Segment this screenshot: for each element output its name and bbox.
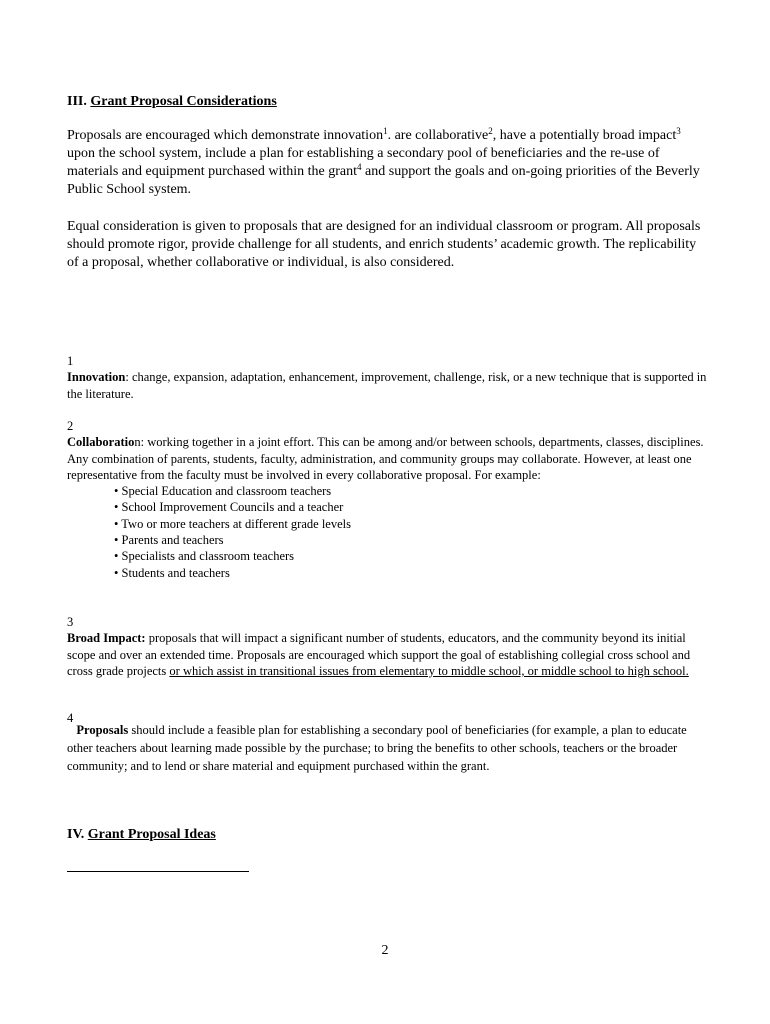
list-item: • Students and teachers	[114, 565, 230, 580]
footnote-number: 1	[67, 354, 74, 368]
list-item: • Two or more teachers at different grade levels	[114, 516, 351, 531]
footnote-ref: 1	[383, 126, 388, 136]
text-run: Proposals are encouraged which demonstrate innovation	[67, 128, 384, 143]
footnote-number: 3	[67, 615, 74, 629]
text-run: , have a potentially broad impact	[492, 128, 677, 143]
footnote-number: 2	[67, 419, 74, 433]
footnote-ref: 3	[676, 126, 681, 136]
footnote-term: Proposals	[76, 723, 129, 737]
page-number: 2	[381, 943, 389, 958]
footnote-broad-impact	[67, 614, 707, 679]
section-heading-ideas	[67, 826, 216, 844]
horizontal-rule	[67, 871, 249, 872]
section-title: Grant Proposal Considerations	[90, 94, 277, 109]
footnote-innovation	[67, 353, 707, 402]
footnote-underlined-text: or which assist in transitional issues from elementary to middle school, or middle school to high school.	[169, 663, 689, 678]
text-run: . are collaborative	[387, 128, 489, 143]
footnote-ref: 2	[488, 126, 493, 136]
considerations-paragraph	[67, 127, 707, 199]
footnote-text: proposals that will impact a significant number of students, educators, and the community beyond its initial scope and over an extended time. Proposals are encouraged which support the goal of establishing collegial cross school and cross grade projects	[67, 631, 691, 678]
footnote-term: Broad Impact:	[67, 631, 146, 646]
footnote-term: Innovation	[67, 370, 126, 385]
footnote-proposals	[67, 721, 707, 775]
list-item: • Special Education and classroom teachers	[114, 484, 332, 499]
footnote-text: : change, expansion, adaptation, enhancement, improvement, challenge, risk, or a new technique that is supported in the literature.	[67, 370, 707, 401]
footnote-ref: 4	[357, 162, 362, 172]
section-title: Grant Proposal Ideas	[87, 827, 216, 842]
section-numeral: III.	[67, 94, 87, 109]
footnote-text: should include a feasible plan for establishing a secondary pool of beneficiaries (for example, a plan to educate other teachers about learning made possible by the purchase; to bring the benefits to other schools, teachers or the broader community; and to lend or share material and equipment purchased within the grant.	[67, 723, 687, 773]
text-run: and support the goals and on-going priorities of the Beverly Public School system.	[67, 164, 700, 197]
list-item: • School Improvement Councils and a teacher	[114, 500, 344, 515]
footnote-collaboration	[67, 418, 707, 581]
footnote-number: 4	[67, 711, 74, 725]
list-item: • Specialists and classroom teachers	[114, 549, 295, 564]
section-heading-considerations	[67, 93, 277, 111]
equal-consideration-paragraph: Equal consideration is given to proposals that are designed for an individual classroom or program. All proposals should promote rigor, provide challenge for all students, and enrich students’ academic growth. The replicability of a proposal, whether collaborative or individual, is also considered.	[67, 219, 701, 270]
footnote-term: Collaboratio	[67, 435, 135, 450]
list-item: • Parents and teachers	[114, 533, 224, 548]
collaboration-examples-list	[67, 483, 707, 581]
text-run: upon the school system, include a plan for establishing a secondary pool of beneficiaries and the re-use of materials and equipment purchased within the grant	[67, 146, 660, 179]
footnote-text: n: working together in a joint effort. This can be among and/or between schools, departments, classes, disciplines. Any combination of parents, students, faculty, administration, and community groups may collaborate. However, at least one representative from the faculty must be involved in every collaborative proposal. For example:	[67, 435, 704, 482]
section-numeral: IV.	[67, 827, 85, 842]
